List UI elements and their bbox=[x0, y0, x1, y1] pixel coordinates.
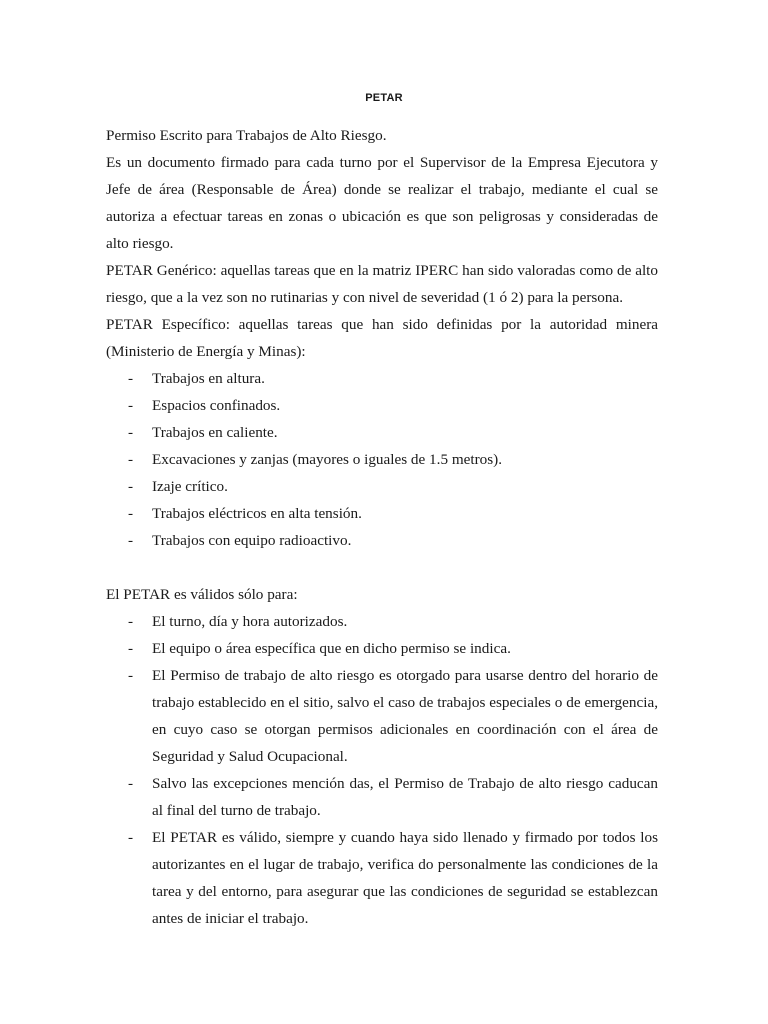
list-item: - Trabajos en altura. bbox=[106, 365, 658, 392]
paragraph-subtitle: Permiso Escrito para Trabajos de Alto Riesgo. bbox=[106, 127, 387, 144]
list-item: - Excavaciones y zanjas (mayores o iguales de 1.5 metros). bbox=[106, 446, 658, 473]
list-item: - Trabajos en caliente. bbox=[106, 419, 658, 446]
list-item: - Salvo las excepciones mención das, el Permiso de Trabajo de alto riesgo caducan al final del turno de trabajo. bbox=[106, 770, 658, 824]
list-item: - El turno, día y hora autorizados. bbox=[106, 608, 658, 635]
document-body bbox=[106, 122, 658, 932]
validity-conditions-list bbox=[106, 608, 658, 932]
list-item: - Trabajos con equipo radioactivo. bbox=[106, 527, 658, 554]
paragraph-spacer bbox=[106, 554, 658, 581]
list-item: - Espacios confinados. bbox=[106, 392, 658, 419]
paragraph-petar-generico: PETAR Genérico: aquellas tareas que en la matriz IPERC han sido valoradas como de alto riesgo, que a la vez son no rutinarias y con nivel de severidad (1 ó 2) para la persona. bbox=[106, 262, 658, 306]
paragraph-petar-especifico: PETAR Específico: aquellas tareas que han sido definidas por la autoridad minera (Ministerio de Energía y Minas): bbox=[106, 316, 658, 360]
paragraph-validity: El PETAR es válidos sólo para: bbox=[106, 586, 298, 603]
paragraph-definition: Es un documento firmado para cada turno por el Supervisor de la Empresa Ejecutora y Jefe de área (Responsable de Área) donde se realizar el trabajo, mediante el cual se autoriza a efectuar tareas en zonas o ubicación es que son peligrosas y consideradas de alto riesgo. bbox=[106, 154, 658, 252]
list-item: - Trabajos eléctricos en alta tensión. bbox=[106, 500, 658, 527]
high-risk-work-list bbox=[106, 365, 658, 554]
list-item: - El PETAR es válido, siempre y cuando haya sido llenado y firmado por todos los autorizantes en el lugar de trabajo, verifica do personalmente las condiciones de la tarea y del entorno, para asegurar que las condiciones de seguridad se establezcan antes de iniciar el trabajo. bbox=[106, 824, 658, 932]
document-title: PETAR bbox=[365, 92, 403, 104]
list-item: - Izaje crítico. bbox=[106, 473, 658, 500]
list-item: - El equipo o área específica que en dicho permiso se indica. bbox=[106, 635, 658, 662]
list-item: - El Permiso de trabajo de alto riesgo es otorgado para usarse dentro del horario de trabajo establecido en el sitio, salvo el caso de trabajos especiales o de emergencia, en cuyo caso se otorgan permisos adicionales en coordinación con el área de Seguridad y Salud Ocupacional. bbox=[106, 662, 658, 770]
